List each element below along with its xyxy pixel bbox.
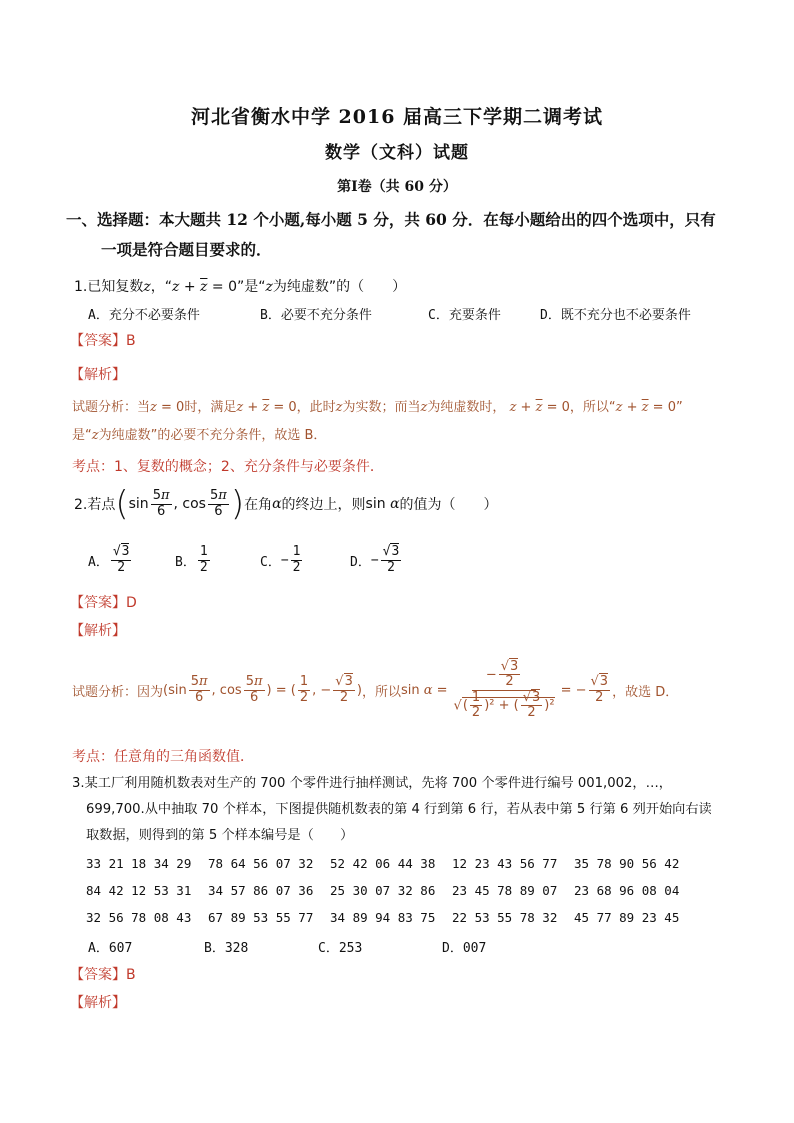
q3-option-b: B．328 [204, 941, 249, 956]
q2-stem-text-a: 2.若点 [74, 497, 116, 513]
random-table-cell: 32 56 78 08 43 [86, 910, 192, 925]
random-table-cell: 34 89 94 83 75 [330, 910, 436, 925]
page-title: 河北省衡水中学 2016 届高三下学期二调考试 [190, 106, 604, 128]
q1-analysis-l2b: 为纯虚数”的必要不充分条件，故选 B． [98, 428, 327, 443]
random-table-cell: 12 23 43 56 77 [452, 856, 558, 871]
q1-option-b: B．必要不充分条件 [260, 308, 372, 323]
section-instructions-line2: 一项是符合题目要求的． [101, 240, 272, 259]
q3-answer: 【答案】B [70, 967, 136, 983]
q2-analysis-b: ，所以 [361, 684, 401, 700]
q1-analysis-line1: 试题分析：当z = 0时，满足$z + \overline{z} = 0$，此时z为实数；而当z为纯虚数时， $z + \overline{z} = 0$，所以“$z + \overline{z} = 0$” [72, 400, 683, 415]
q1-analysis-l1a: 试题分析：当 [72, 400, 151, 415]
q3-option-d: D．007 [442, 941, 487, 956]
q1-stem: 1.已知复数z，“$z + \overline{z} = 0$”是“z为纯虚数”的（ ） [74, 279, 407, 295]
q1-analysis-line2: 是“z为纯虚数”的必要不充分条件，故选 B． [72, 428, 327, 443]
q3-stem-line3: 取数据，则得到的第 5 个样本编号是（ ） [86, 828, 354, 843]
q1-option-a: A．充分不必要条件 [88, 308, 200, 323]
q2-option-d-label: D． [350, 554, 371, 570]
q1-analysis-l1g: ” [675, 400, 683, 415]
q2-option-c-label: C． [260, 554, 281, 570]
random-table-cell: 23 45 78 89 07 [452, 883, 558, 898]
q2-stem-text-b: 在角 [244, 497, 273, 513]
q2-analysis-a: 试题分析：因为 [72, 684, 164, 700]
q2-stem-text-d: 的值为（ ） [399, 497, 498, 513]
random-table-cell: 34 57 86 07 36 [208, 883, 314, 898]
q2-option-b-label: B． [175, 554, 196, 570]
random-table-row [86, 910, 696, 925]
q1-analysis-l2a: 是“ [72, 428, 92, 443]
q1-analysis-l1b: 时，满足 [184, 400, 237, 415]
q1-stem-text-c: ”是“ [236, 279, 266, 295]
random-table-cell: 78 64 56 07 32 [208, 856, 314, 871]
q1-option-c: C．充要条件 [428, 308, 501, 323]
random-table-row [86, 883, 696, 898]
q2-stem-text-c: 的终边上，则 [281, 497, 366, 513]
random-table-cell: 35 78 90 56 42 [574, 856, 680, 871]
random-table-cell: 52 42 06 44 38 [330, 856, 436, 871]
q1-analysis-l1c: ，此时 [296, 400, 336, 415]
q3-stem-line2: 699,700.从中抽取 70 个样本，下图提供随机数表的第 4 行到第 6 行，若从表中第 5 行第 6 列开始向右读 [86, 802, 712, 817]
q2-option-a-label: A． [88, 554, 109, 570]
random-table-row [86, 856, 696, 871]
q1-stem-text-d: 为纯虚数”的（ ） [272, 279, 407, 295]
q1-stem-text-b: ，“ [150, 279, 173, 295]
q1-point: 考点：1、复数的概念；2、充分条件与必要条件． [72, 459, 384, 475]
q1-analysis-l1f: ，所以“ [569, 400, 616, 415]
q3-option-c: C．253 [318, 941, 363, 956]
q1-answer: 【答案】B [70, 333, 136, 349]
q1-analysis-label: 【解析】 [70, 367, 126, 383]
q2-option-d: D． − $\frac{√3}{2}$ [350, 544, 400, 575]
random-table-cell: 22 53 55 78 32 [452, 910, 558, 925]
q2-option-c: C． − $\frac{1}{2}$ [260, 544, 301, 575]
q2-point: 考点：任意角的三角函数值． [72, 749, 254, 765]
random-table-cell: 23 68 96 08 04 [574, 883, 680, 898]
q2-analysis-c: ，故选 D． [612, 684, 679, 700]
q2-option-b: B． $\frac{1}{2}$ [175, 544, 208, 575]
q1-analysis-l1e: 为纯虚数时， [427, 400, 506, 415]
q3-analysis-label: 【解析】 [70, 995, 126, 1011]
q3-option-a: A．607 [88, 941, 133, 956]
random-table-cell: 25 30 07 32 86 [330, 883, 436, 898]
q2-option-a: A． $\frac{√3}{2}$ [88, 544, 130, 575]
page-subtitle: 数学（文科）试题 [325, 143, 469, 163]
q2-stem: 2.若点 ( sin $\frac{5\pi}{6}$ , cos $\frac{5\pi}{6}$ ) 在角 α 的终边上，则 sin α 的值为（ ） [74, 484, 498, 524]
random-table-cell: 84 42 12 53 31 [86, 883, 192, 898]
q1-option-d: D．既不充分也不必要条件 [540, 308, 691, 323]
q1-analysis-l1d: 为实数；而当 [342, 400, 421, 415]
volume-heading: 第Ⅰ卷（共 60 分） [337, 179, 457, 195]
random-table-cell: 45 77 89 23 45 [574, 910, 680, 925]
random-table-cell: 33 21 18 34 29 [86, 856, 192, 871]
q3-stem-line1: 3.某工厂利用随机数表对生产的 700 个零件进行抽样测试，先将 700 个零件进行编号 001,002，…， [72, 776, 672, 791]
section-instructions-line1: 一、选择题：本大题共 12 个小题,每小题 5 分，共 60 分．在每小题给出的四个选项中，只有 [66, 210, 716, 229]
q2-analysis: 试题分析：因为 (sin $\frac{5\pi}{6}$ , cos $\frac{5\pi}{6}$ ) = ( $\frac{1}{2}$ , − $\frac{√3}{2}$ ) ，所以 sin α = − $\frac{√3}{2}$ √( $\frac{1}{2}$ )² + ( $\frac{√3}{2}$ )² = − $\frac{√3}{2}$ ，故选 D． [72, 658, 679, 720]
q1-stem-text-a: 1.已知复数 [74, 279, 144, 295]
q2-analysis-label: 【解析】 [70, 623, 126, 639]
q2-answer: 【答案】D [70, 595, 137, 611]
random-table-cell: 67 89 53 55 77 [208, 910, 314, 925]
